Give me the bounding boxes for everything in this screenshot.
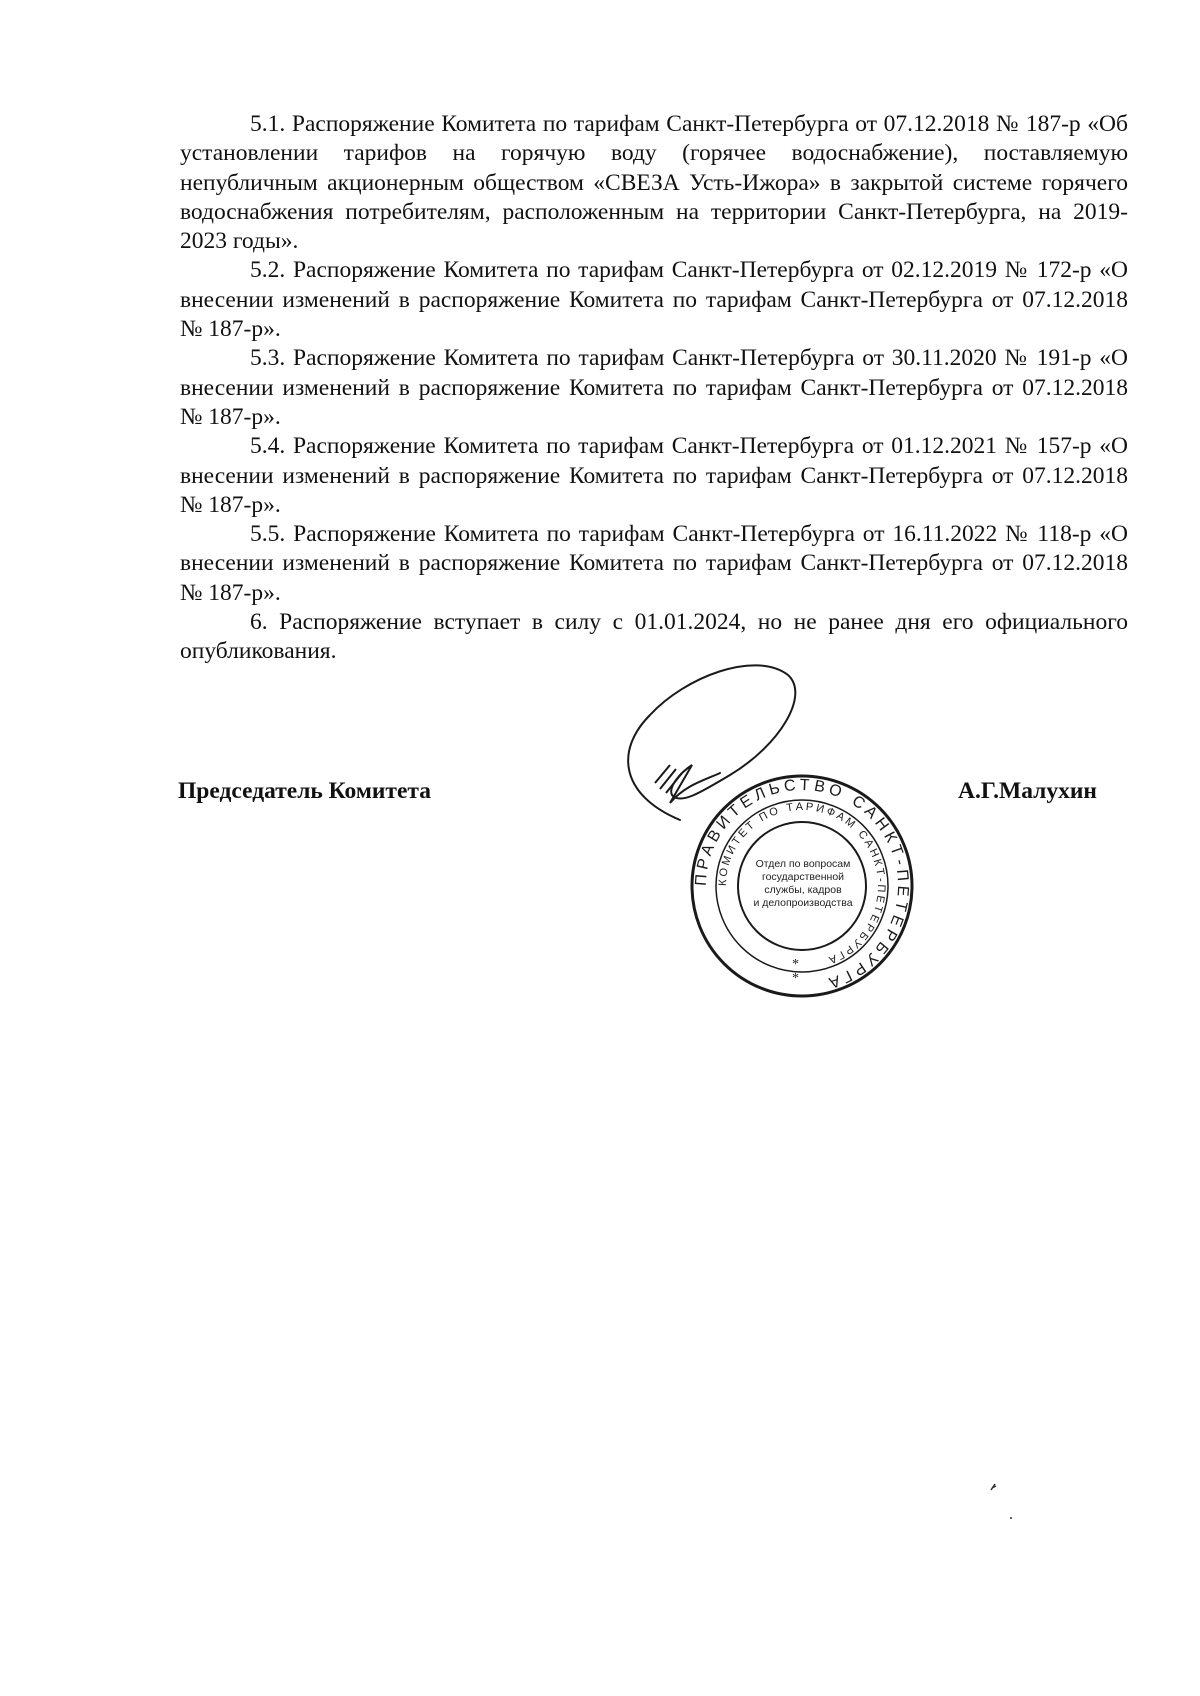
- paragraph-number: 6.: [250, 609, 268, 636]
- paragraph-text: Распоряжение Комитета по тарифам Санкт-Петербурга от 02.12.2019 № 172-р «О внесении изменений в распоряжение Комитета по тарифам Санкт-Петербурга от 07.12.2018 № 187-р».: [180, 257, 1128, 343]
- paragraph-text: Распоряжение Комитета по тарифам Санкт-Петербурга от 01.12.2021 № 157-р «О внесении изменений в распоряжение Комитета по тарифам Санкт-Петербурга от 07.12.2018 № 187-р».: [180, 433, 1128, 518]
- paragraph-number: 5.1.: [250, 111, 286, 137]
- paragraph-text: Распоряжение вступает в силу с 01.01.2024, но не ранее дня его официального опубликования.: [180, 609, 1128, 665]
- paragraph-5-2: [180, 256, 1128, 344]
- paragraph-text: Распоряжение Комитета по тарифам Санкт-Петербурга от 07.12.2018 № 187-р «Об установлении тарифов на горячую воду (горячее водоснабжение), поставляемую непубличным акционерным обществом «СВЕЗА Усть-Ижора» в закрытой системе горячего водоснабжения потребителям, расположенным на территории Санкт-Петербурга, на 2019-2023 годы».: [180, 111, 1128, 255]
- signatory-title: Председатель Комитета: [178, 778, 431, 804]
- paragraph-text: Распоряжение Комитета по тарифам Санкт-Петербурга от 30.11.2020 № 191-р «О внесении изменений в распоряжение Комитета по тарифам Санкт-Петербурга от 07.12.2018 № 187-р».: [180, 345, 1128, 430]
- stamp-center-line: Отдел по вопросам: [755, 858, 851, 870]
- paragraph-number: 5.4.: [250, 433, 286, 460]
- stamp-center-line: службы, кадров: [764, 884, 842, 896]
- stamp-outer-ring-text: ПРАВИТЕЛЬСТВО САНКТ-ПЕТЕРБУРГА: [692, 776, 912, 993]
- document-body: [180, 110, 1128, 667]
- paragraph-number: 5.5.: [250, 521, 286, 548]
- stamp-center-line: государственной: [761, 871, 845, 883]
- stamp-center-line: и делопроизводства: [753, 897, 853, 909]
- paragraph-number: 5.2.: [250, 257, 286, 284]
- paragraph-number: 5.3.: [250, 345, 286, 372]
- stamp-center-text: [744, 858, 862, 910]
- signatory-name: А.Г.Малухин: [958, 778, 1097, 804]
- handwritten-signature: [610, 655, 810, 835]
- paragraph-5-3: [180, 344, 1128, 432]
- paragraph-5-1: [180, 110, 1128, 256]
- stamp-inner-ring-text: КОМИТЕТ ПО ТАРИФАМ САНКТ-ПЕТЕРБУРГА: [716, 800, 888, 967]
- stray-pen-mark: [985, 1480, 1025, 1520]
- paragraph-5-4: [180, 432, 1128, 520]
- stamp-star-icon: *: [792, 957, 799, 972]
- paragraph-5-5: [180, 520, 1128, 608]
- stamp-star-icon: *: [792, 971, 799, 986]
- paragraph-text: Распоряжение Комитета по тарифам Санкт-Петербурга от 16.11.2022 № 118-р «О внесении изменений в распоряжение Комитета по тарифам Санкт-Петербурга от 07.12.2018 № 187-р».: [180, 521, 1128, 606]
